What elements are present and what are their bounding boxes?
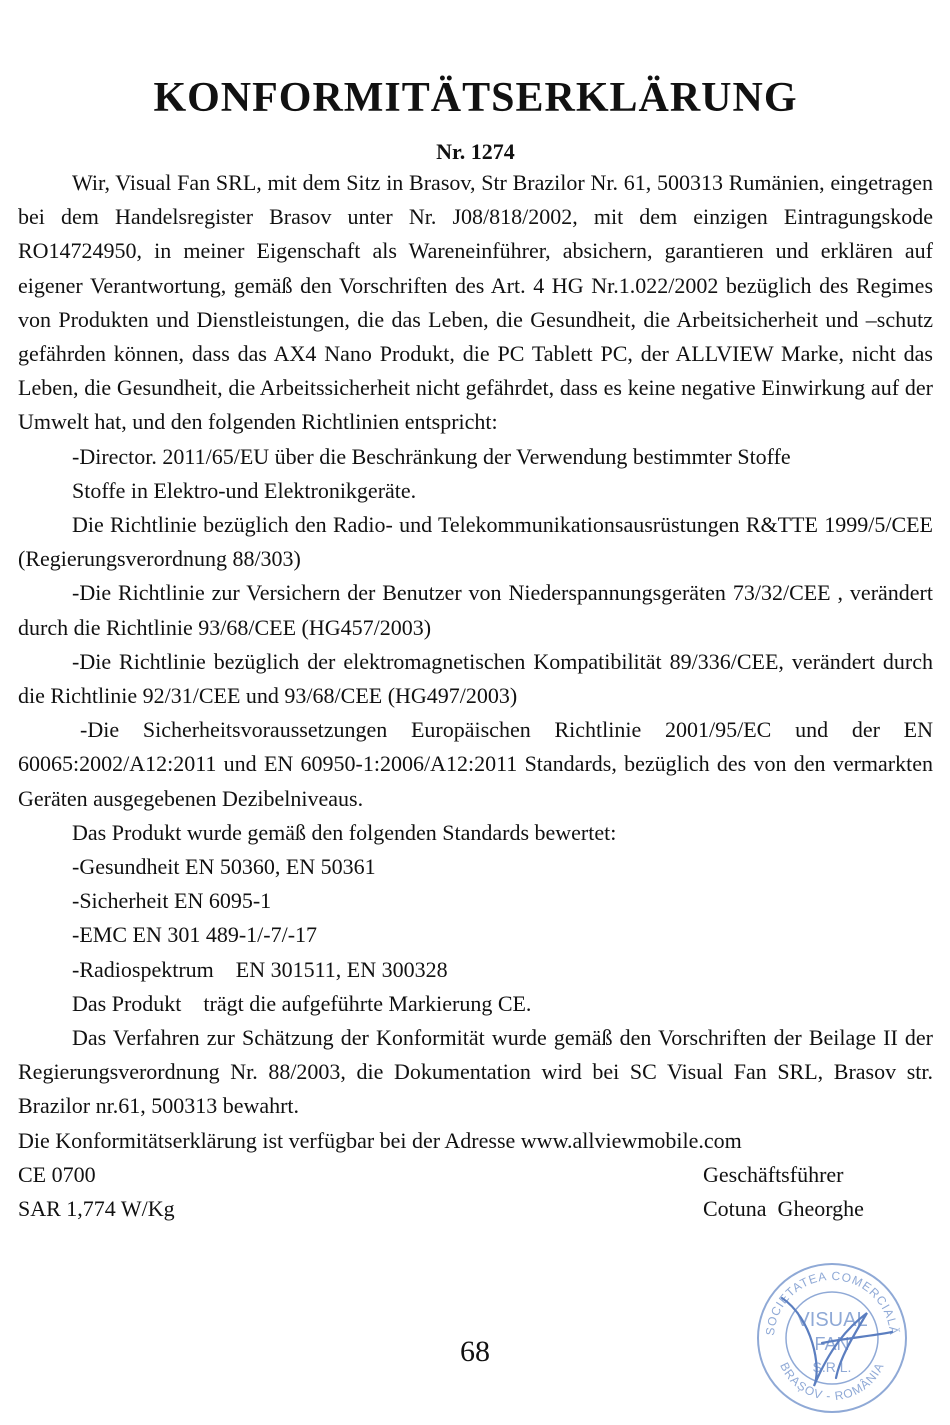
standard-health: -Gesundheit EN 50360, EN 50361 (72, 854, 376, 880)
directive-rohs: -Director. 2011/65/EU über die Beschränkung der Verwendung bestimmter Stoffe (72, 443, 791, 469)
standard-safety: -Sicherheit EN 6095-1 (72, 888, 272, 914)
stamp-top-text: SOCIETATEA COMERCIALĂ (762, 1268, 902, 1337)
standard-radio: -Radiospektrum EN 301511, EN 300328 (72, 956, 448, 982)
standard-emc: -EMC EN 301 489-1/-7/-17 (72, 922, 318, 948)
directive-low-voltage: -Die Richtlinie zur Versichern der Benutzer von Niederspannungsgeräten 73/32/CEE , verändert durch die Richtlinie 93/68/CEE (HG457/2003) (18, 580, 933, 640)
company-stamp (752, 1258, 912, 1418)
signature-row-2 (18, 1192, 933, 1226)
stamp-center-mid: FAN (814, 1334, 850, 1354)
declaration-page (18, 72, 933, 1226)
signer-name: Cotuna Gheorghe (703, 1196, 864, 1222)
stamp-center-bottom: S.R.L. (812, 1359, 852, 1375)
conformity-procedure: Das Verfahren zur Schätzung der Konformität wurde gemäß den Vorschriften der Beilage II der Regierungsverordnung Nr. 88/2003, die Dokumentation wird bei SC Visual Fan SRL, Brasov str. Brazilor nr.61, 500313 bewahrt. (18, 1025, 933, 1119)
availability-statement: Die Konformitätserklärung ist verfügbar bei der Adresse www.allviewmobile.com (18, 1127, 742, 1153)
declaration-body (18, 166, 933, 1158)
intro-paragraph: Wir, Visual Fan SRL, mit dem Sitz in Brasov, Str Brazilor Nr. 61, 500313 Rumänien, eingetragen bei dem Handelsregister Brasov unter Nr. J08/818/2002, mit dem einzigen Eintragungskode RO14724950, in meiner Eigenschaft als Wareneinführer, absichern, garantieren und erklären auf eigener Verantwortung, gemäß den Vorschriften des Art. 4 HG Nr.1.022/2002 bezüglich des Regimes von Produkten und Dienstleistungen, die das Leben, die Gesundheit, die Arbeitsicherheit und –schutz gefährden können, dass das AX4 Nano Produkt, die PC Tablett PC, der ALLVIEW Marke, nicht das Leben, die Gesundheit, die Arbeitssicherheit nicht gefährdet, dass es keine negative Einwirkung auf der Umwelt hat, und den folgenden Richtlinien entspricht: (18, 170, 933, 435)
directive-rtte: Die Richtlinie bezüglich den Radio- und Telekommunikationsausrüstungen R&TTE 1999/5/CEE (Regierungsverordnung 88/303) (18, 512, 933, 572)
directive-emc: -Die Richtlinie bezüglich der elektromagnetischen Kompatibilität 89/336/CEE, verändert durch die Richtlinie 92/31/CEE und 93/68/CEE (HG497/2003) (18, 648, 933, 709)
declaration-number: Nr. 1274 (436, 139, 515, 164)
page-number: 68 (460, 1335, 490, 1368)
stamp-center-top: VISUAL (796, 1309, 868, 1331)
directive-safety: -Die Sicherheitsvoraussetzungen Europäischen Richtlinie 2001/95/EC und der EN 60065:2002/A12:2011 und EN 60950-1:2006/A12:2011 Standards, bezüglich des von den vermarkten Geräten ausgegebenen Dezibelniveaus. (18, 717, 933, 811)
ce-marking: Das Produkt trägt die aufgeführte Markierung CE. (72, 990, 532, 1016)
directive-rohs-continuation: Stoffe in Elektro-und Elektronikgeräte. (72, 477, 417, 503)
stamp-bottom-text: BRAȘOV - ROMÂNIA (777, 1360, 887, 1404)
ce-number: CE 0700 (18, 1161, 96, 1187)
standards-intro: Das Produkt wurde gemäß den folgenden Standards bewertet: (72, 819, 617, 845)
signer-role: Geschäftsführer (703, 1161, 844, 1187)
page-title: KONFORMITÄTSERKLÄRUNG (153, 75, 798, 121)
sar-value: SAR 1,774 W/Kg (18, 1196, 175, 1222)
signature-row-1 (18, 1158, 933, 1192)
